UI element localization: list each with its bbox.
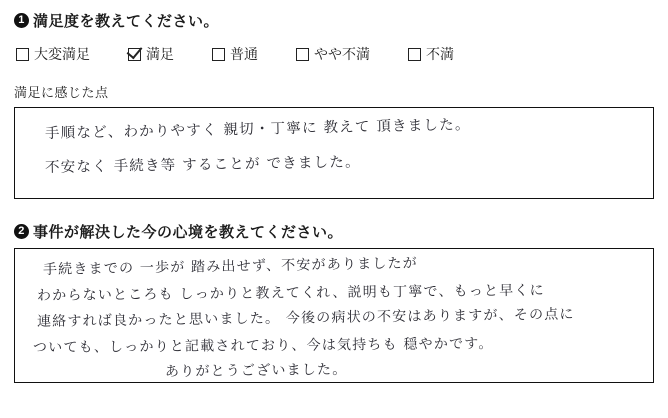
choice-label-satisfied: 満足 bbox=[146, 46, 174, 62]
choice-label-very-satisfied: 大変満足 bbox=[34, 46, 90, 62]
choice-dissatisfied[interactable] bbox=[408, 44, 454, 64]
question-2-heading bbox=[14, 221, 654, 242]
question-2-text: 事件が解決した今の心境を教えてください。 bbox=[33, 224, 344, 241]
handwriting-line: 手続きまでの 一歩が 踏み出せず、不安がありましたが bbox=[42, 255, 419, 278]
handwriting-line: 不安なく 手続き等 することが できました。 bbox=[44, 154, 361, 176]
choice-very-satisfied[interactable] bbox=[16, 44, 90, 64]
choice-somewhat-dissatisfied[interactable] bbox=[296, 44, 370, 64]
question-1-sub-label: 満足に感じた点 bbox=[14, 85, 109, 100]
handwriting-line: わからないところも しっかりと教えてくれ、説明も丁寧で、もっと早くに bbox=[36, 282, 545, 304]
handwriting-line: 連絡すれば良かったと思いました。 今後の病状の不安はありますが、その点に bbox=[36, 306, 575, 330]
checkbox-neutral[interactable] bbox=[212, 48, 225, 61]
checkbox-somewhat-dissatisfied[interactable] bbox=[296, 48, 309, 61]
choice-satisfied[interactable] bbox=[128, 44, 174, 64]
satisfaction-choice-group bbox=[14, 44, 654, 64]
question-1-text: 満足度を教えてください。 bbox=[33, 13, 220, 30]
choice-neutral[interactable] bbox=[212, 44, 258, 64]
handwriting-line: ついても、しっかりと記載されており、今は気持ちも 穏やかです。 bbox=[32, 335, 494, 356]
question-2-number: 2 bbox=[14, 224, 29, 239]
choice-label-neutral: 普通 bbox=[230, 46, 258, 62]
handwriting-line: 手順など、わかりやすく 親切・丁寧に 教えて 頂きました。 bbox=[44, 117, 471, 142]
choice-label-somewhat-dissatisfied: やや不満 bbox=[314, 46, 370, 62]
choice-label-dissatisfied: 不満 bbox=[426, 46, 454, 62]
checkbox-satisfied[interactable] bbox=[128, 48, 141, 61]
answer-box-question-2[interactable] bbox=[14, 248, 654, 383]
checkbox-very-satisfied[interactable] bbox=[16, 48, 29, 61]
handwriting-line: ありがとうございました。 bbox=[164, 361, 348, 380]
question-1-heading bbox=[14, 10, 654, 31]
answer-box-question-1[interactable] bbox=[14, 107, 654, 199]
checkbox-dissatisfied[interactable] bbox=[408, 48, 421, 61]
question-1-number: 1 bbox=[14, 13, 29, 28]
